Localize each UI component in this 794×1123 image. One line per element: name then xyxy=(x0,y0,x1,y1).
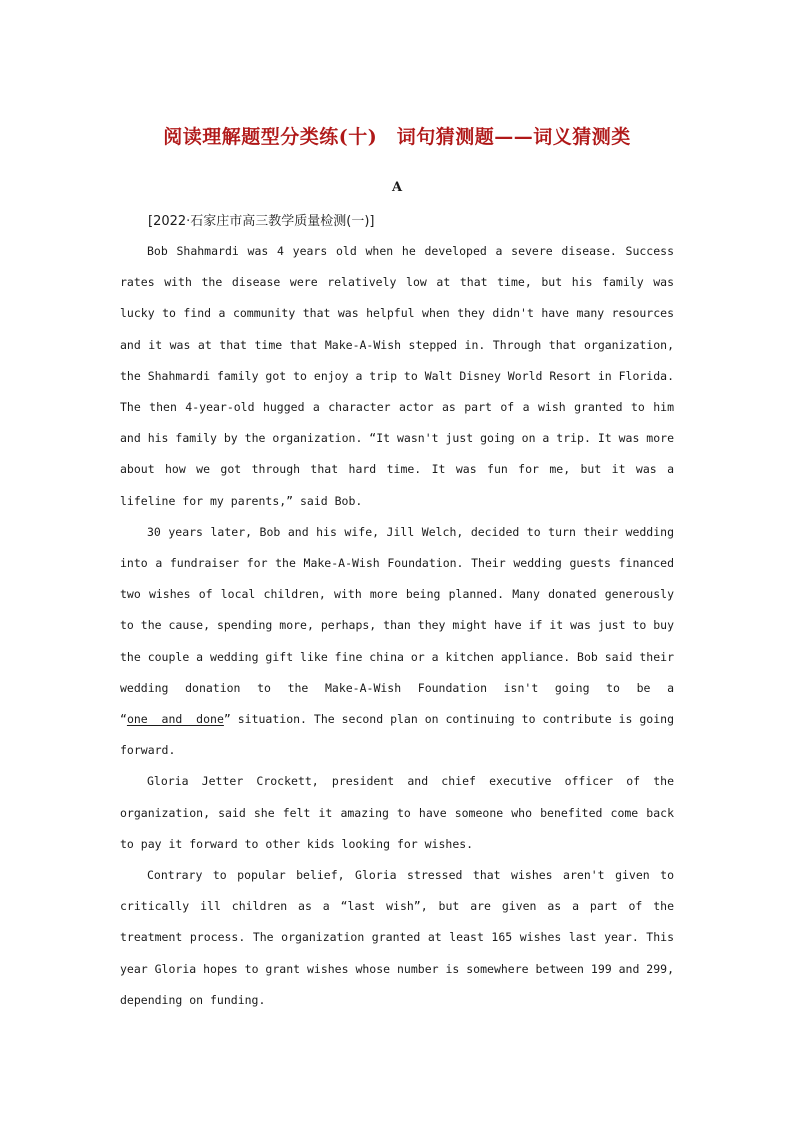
underlined-target-phrase: one__and__done xyxy=(126,712,224,727)
section-label: A xyxy=(391,180,403,195)
paragraph-2-text-end: ” situation. The second plan on continuing to contribute is going forward. xyxy=(120,712,674,758)
page-title: 阅读理解题型分类练(十) 词句猜测题——词义猜测类 xyxy=(163,126,631,148)
paragraph-3: Gloria Jetter Crockett, president and chief executive officer of the organization, said she felt it amazing to have someone who benefited come back to pay it forward to other kids looking for wishes. xyxy=(120,774,674,851)
paragraph-2 xyxy=(120,517,674,767)
reading-passage xyxy=(120,236,674,1016)
paragraph-1: Bob Shahmardi was 4 years old when he developed a severe disease. Success rates with the disease were relatively low at that time, but his family was lucky to find a community that was helpful when they didn't have many resources and it was at that time that Make-A-Wish stepped in. Through that organization, the Shahmardi family got to enjoy a trip to Walt Disney World Resort in Florida. The then 4-year-old hugged a character actor as part of a wish granted to him and his family by the organization. “It wasn't just going on a trip. It was more about how we got through that hard time. It was fun for me, but it was a lifeline for my parents,” said Bob. xyxy=(120,244,674,508)
paragraph-4: Contrary to popular belief, Gloria stressed that wishes aren't given to critically ill children as a “last wish”, but are given as a part of the treatment process. The organization granted at least 165 wishes last year. This year Gloria hopes to grant wishes whose number is somewhere between 199 and 299, depending on funding. xyxy=(120,868,674,1007)
paragraph-2-text-start: 30 years later, Bob and his wife, Jill Welch, decided to turn their wedding into a fundraiser for the Make-A-Wish Foundation. Their wedding guests financed two wishes of local children, with more being planned. Many donated generously to the cause, spending more, perhaps, than they might have if it was just to buy the couple a wedding gift like fine china or a kitchen appliance. Bob said their wedding donation to the Make-A-Wish Foundation isn't going to be a “ xyxy=(120,524,674,727)
source-citation: [2022·石家庄市高三教学质量检测(一)] xyxy=(148,214,375,229)
